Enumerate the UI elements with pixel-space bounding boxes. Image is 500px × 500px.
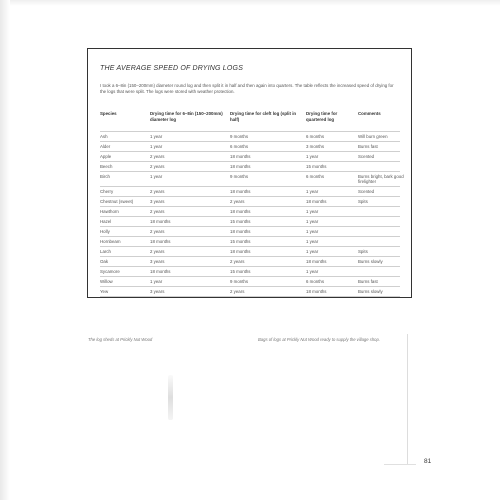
quartered-log-cell: 1 year — [306, 249, 319, 254]
cleft-log-cell: 15 months — [230, 219, 251, 224]
round-log-cell: 1 year — [150, 144, 163, 149]
cleft-log-cell: 9 months — [230, 279, 249, 284]
cleft-log-cell: 18 months — [230, 189, 251, 194]
cleft-log-cell: 2 years — [230, 259, 245, 264]
quartered-log-cell: 1 year — [306, 269, 319, 274]
header-species: Species — [100, 111, 117, 116]
round-log-cell: 2 years — [150, 189, 165, 194]
quartered-log-cell: 1 year — [306, 229, 319, 234]
species-cell: Oak — [100, 259, 109, 264]
table-row — [100, 237, 400, 247]
quartered-log-cell: 15 months — [306, 164, 327, 169]
round-log-cell: 18 months — [150, 239, 171, 244]
table-row — [100, 247, 400, 257]
quartered-log-cell: 6 months — [306, 279, 325, 284]
comment-cell: Scented — [358, 189, 375, 194]
comment-cell: Burns fast — [358, 279, 378, 284]
quartered-log-cell: 18 months — [306, 199, 327, 204]
caption-left: The log sheds at Prickly Nut Wood — [88, 337, 153, 342]
round-log-cell: 18 months — [150, 269, 171, 274]
table-row — [100, 187, 400, 197]
round-log-cell: 2 years — [150, 229, 165, 234]
round-log-cell: 1 year — [150, 279, 163, 284]
table-row — [100, 162, 400, 172]
round-log-cell: 18 months — [150, 219, 171, 224]
table-row — [100, 227, 400, 237]
cleft-log-cell: 6 months — [230, 144, 249, 149]
round-log-cell: 1 year — [150, 134, 163, 139]
header-quartered-log: Drying time for quartered log — [306, 111, 338, 122]
cleft-log-cell: 2 years — [230, 199, 245, 204]
page-number: 81 — [424, 458, 432, 465]
species-cell: Chestnut (sweet) — [100, 199, 134, 204]
drying-speed-panel — [87, 48, 412, 298]
table-row — [100, 152, 400, 162]
header-cleft-log: Drying time for cleft log (split in half) — [230, 111, 297, 122]
page-top-edge — [0, 0, 500, 6]
species-cell: Sycamore — [100, 269, 120, 274]
species-cell: Larch — [100, 249, 111, 254]
quartered-log-cell: 6 months — [306, 174, 325, 179]
table-row — [100, 277, 400, 287]
header-round-log: Drying time for 6–8in (150–200mm) diameter log — [150, 111, 223, 122]
cleft-log-cell: 15 months — [230, 269, 251, 274]
drying-table — [100, 111, 404, 297]
footer-rule — [384, 464, 416, 465]
quartered-log-cell: 1 year — [306, 189, 319, 194]
comment-cell: Scented — [358, 154, 375, 159]
quartered-log-cell: 18 months — [306, 289, 327, 294]
species-cell: Alder — [100, 144, 111, 149]
species-cell: Willow — [100, 279, 113, 284]
cleft-log-cell: 18 months — [230, 154, 251, 159]
comment-cell: Will burn green — [358, 134, 388, 139]
table-row — [100, 142, 400, 152]
cleft-log-cell: 9 months — [230, 134, 249, 139]
comment-cell: Burns bright, bark good firelighter — [358, 174, 404, 184]
cleft-log-cell: 9 months — [230, 174, 249, 179]
species-cell: Hawthorn — [100, 209, 119, 214]
round-log-cell: 2 years — [150, 164, 165, 169]
species-cell: Holly — [100, 229, 110, 234]
comment-cell: Spits — [358, 199, 368, 204]
table-row — [100, 267, 400, 277]
caption-right: Bags of logs at Prickly Nut Wood ready to supply the village shop. — [258, 337, 380, 342]
table-row — [100, 131, 400, 142]
comment-cell: Burns slowly — [358, 289, 383, 294]
table-row — [100, 287, 400, 297]
species-cell: Birch — [100, 174, 111, 179]
quartered-log-cell: 1 year — [306, 209, 319, 214]
table-row — [100, 217, 400, 227]
panel-intro: I took a 6–8in (150–200mm) diameter round log and then split it in half and then again into quarters. The table reflects the increased speed of drying for the logs that were split. The logs were stored with weather protection. — [100, 83, 394, 94]
species-cell: Hornbeam — [100, 239, 121, 244]
cleft-log-cell: 2 years — [230, 289, 245, 294]
species-cell: Yew — [100, 289, 109, 294]
photo-edge — [407, 334, 408, 464]
header-comments: Comments — [358, 111, 381, 116]
table-row — [100, 207, 400, 217]
round-log-cell: 3 years — [150, 199, 165, 204]
panel-title: THE AVERAGE SPEED OF DRYING LOGS — [100, 65, 244, 72]
table-body — [100, 131, 404, 297]
species-cell: Hazel — [100, 219, 112, 224]
page-binding-edge — [0, 0, 10, 500]
round-log-cell: 2 years — [150, 249, 165, 254]
round-log-cell: 2 years — [150, 154, 165, 159]
quartered-log-cell: 1 year — [306, 239, 319, 244]
round-log-cell: 3 years — [150, 289, 165, 294]
comment-cell: Burns slowly — [358, 259, 383, 264]
species-cell: Cherry — [100, 189, 114, 194]
quartered-log-cell: 1 year — [306, 154, 319, 159]
cleft-log-cell: 18 months — [230, 209, 251, 214]
cleft-log-cell: 18 months — [230, 249, 251, 254]
table-header — [100, 111, 400, 131]
species-cell: Apple — [100, 154, 112, 159]
table-row — [100, 172, 404, 187]
species-cell: Beech — [100, 164, 113, 169]
photo-fragment — [168, 375, 173, 420]
quartered-log-cell: 3 months — [306, 144, 325, 149]
comment-cell: Spits — [358, 249, 368, 254]
table-row — [100, 257, 400, 267]
quartered-log-cell: 6 months — [306, 134, 325, 139]
cleft-log-cell: 15 months — [230, 239, 251, 244]
quartered-log-cell: 1 year — [306, 219, 319, 224]
quartered-log-cell: 18 months — [306, 259, 327, 264]
round-log-cell: 1 year — [150, 174, 163, 179]
cleft-log-cell: 18 months — [230, 164, 251, 169]
round-log-cell: 2 years — [150, 209, 165, 214]
species-cell: Ash — [100, 134, 108, 139]
cleft-log-cell: 18 months — [230, 229, 251, 234]
comment-cell: Burns fast — [358, 144, 378, 149]
round-log-cell: 3 years — [150, 259, 165, 264]
table-row — [100, 197, 400, 207]
